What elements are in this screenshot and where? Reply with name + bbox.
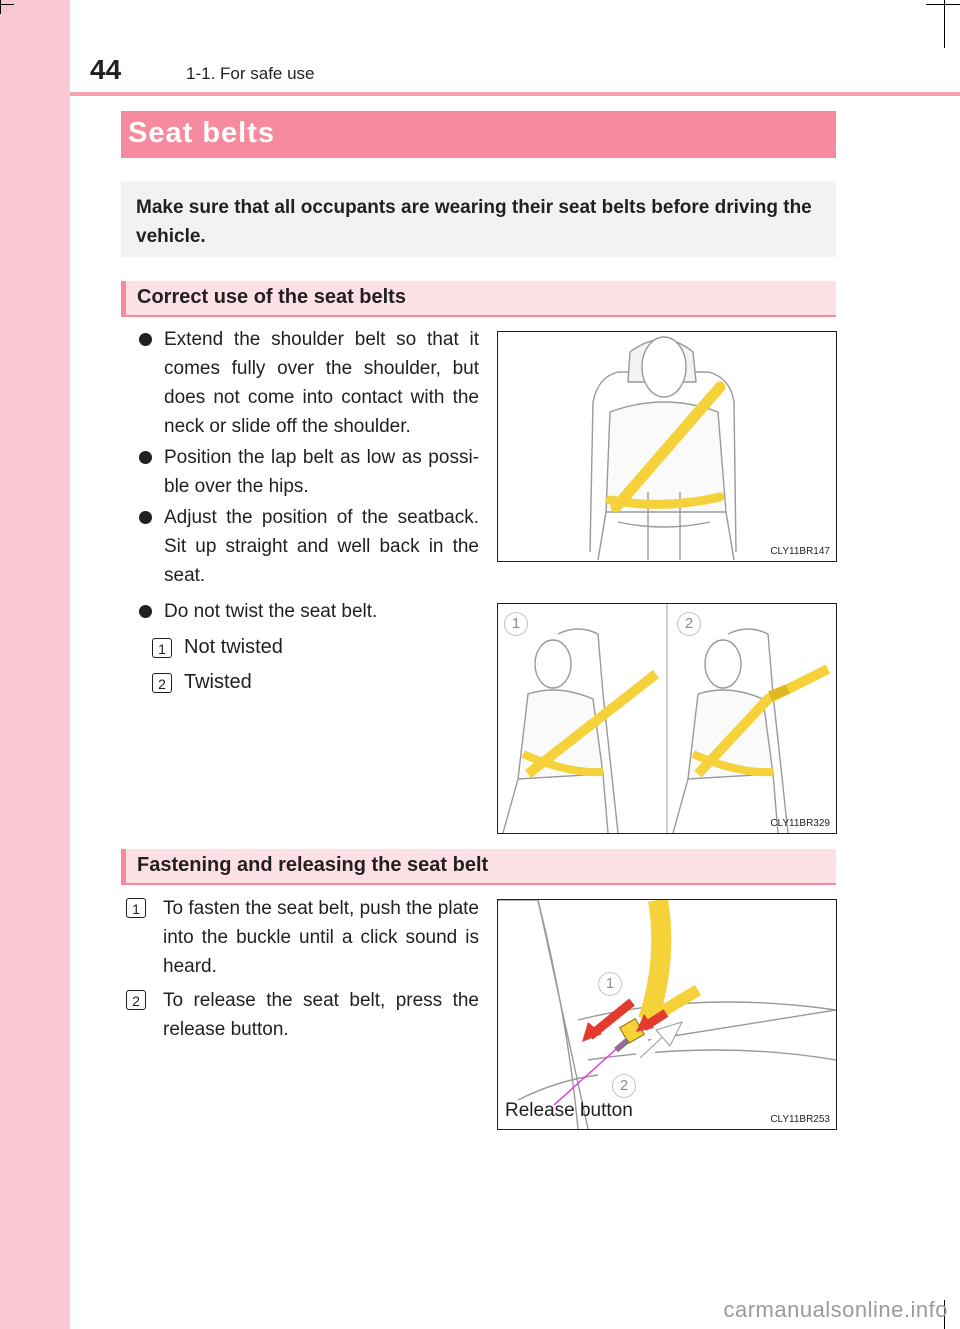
bullet-text: Do not twist the seat belt. (164, 601, 378, 622)
bullet-dot-icon (139, 605, 152, 618)
bullet-text: Adjust the position of the seatback. Sit up straight and well back in the seat. (164, 507, 479, 586)
bullet-dot-icon (139, 333, 152, 346)
number-badge: 1 (152, 638, 172, 658)
section-heading-correct-use: Correct use of the seat belts (121, 281, 836, 317)
bullet-text: Position the lap belt as low as possi-ble over the hips. (164, 447, 479, 497)
number-badge: 2 (126, 990, 146, 1010)
bullet-dot-icon (139, 451, 152, 464)
figure-label-1: 1 (598, 972, 622, 996)
bullet-item (139, 443, 479, 501)
list-item-label: Twisted (184, 671, 252, 693)
figure-label-1: 1 (504, 612, 528, 636)
bullet-item (139, 503, 479, 590)
bullet-text: Extend the shoulder belt so that it comes fully over the shoulder, but does not come into contact with the neck or slide off the shoulder. (164, 329, 479, 437)
crop-mark (0, 4, 14, 5)
list-item-label: Not twisted (184, 636, 283, 658)
figure-code: CLY11BR147 (770, 546, 830, 557)
figure-label-2: 2 (677, 612, 701, 636)
bullet-item (139, 325, 479, 441)
step-text: To fasten the seat belt, push the plate into the buckle until a click sound is heard. (163, 898, 479, 977)
crop-mark (0, 0, 1, 14)
step-item (126, 986, 479, 1044)
twist-illustration (498, 604, 836, 833)
section-heading-fastening: Fastening and releasing the seat belt (121, 849, 836, 885)
buckle-illustration (498, 900, 836, 1129)
figure-seated-occupant (497, 331, 837, 562)
number-badge: 2 (152, 673, 172, 693)
list-item-twisted (152, 668, 252, 697)
figure-belt-twist (497, 603, 837, 834)
figure-label-2: 2 (612, 1074, 636, 1098)
step-text: To release the seat belt, press the release button. (163, 990, 479, 1040)
figure-code: CLY11BR253 (770, 1114, 830, 1125)
occupant-illustration (498, 332, 836, 561)
header-rule (70, 92, 960, 96)
section-label: 1-1. For safe use (186, 64, 315, 83)
list-item-not-twisted (152, 633, 283, 662)
crop-mark (944, 0, 945, 48)
number-badge: 1 (126, 898, 146, 918)
figure-code: CLY11BR329 (770, 818, 830, 829)
bullet-item (139, 597, 479, 626)
bullet-dot-icon (139, 511, 152, 524)
release-button-callout: Release button (505, 1100, 633, 1121)
crop-mark (926, 4, 960, 5)
step-item (126, 894, 479, 981)
side-tab (0, 0, 70, 1329)
watermark: carmanualsonline.info (723, 1297, 948, 1322)
page-number: 44 (90, 54, 122, 85)
intro-note: Make sure that all occupants are wearing their seat belts before driving the vehicle. (121, 181, 836, 257)
figure-buckle (497, 899, 837, 1130)
page-title: Seat belts (121, 111, 836, 158)
